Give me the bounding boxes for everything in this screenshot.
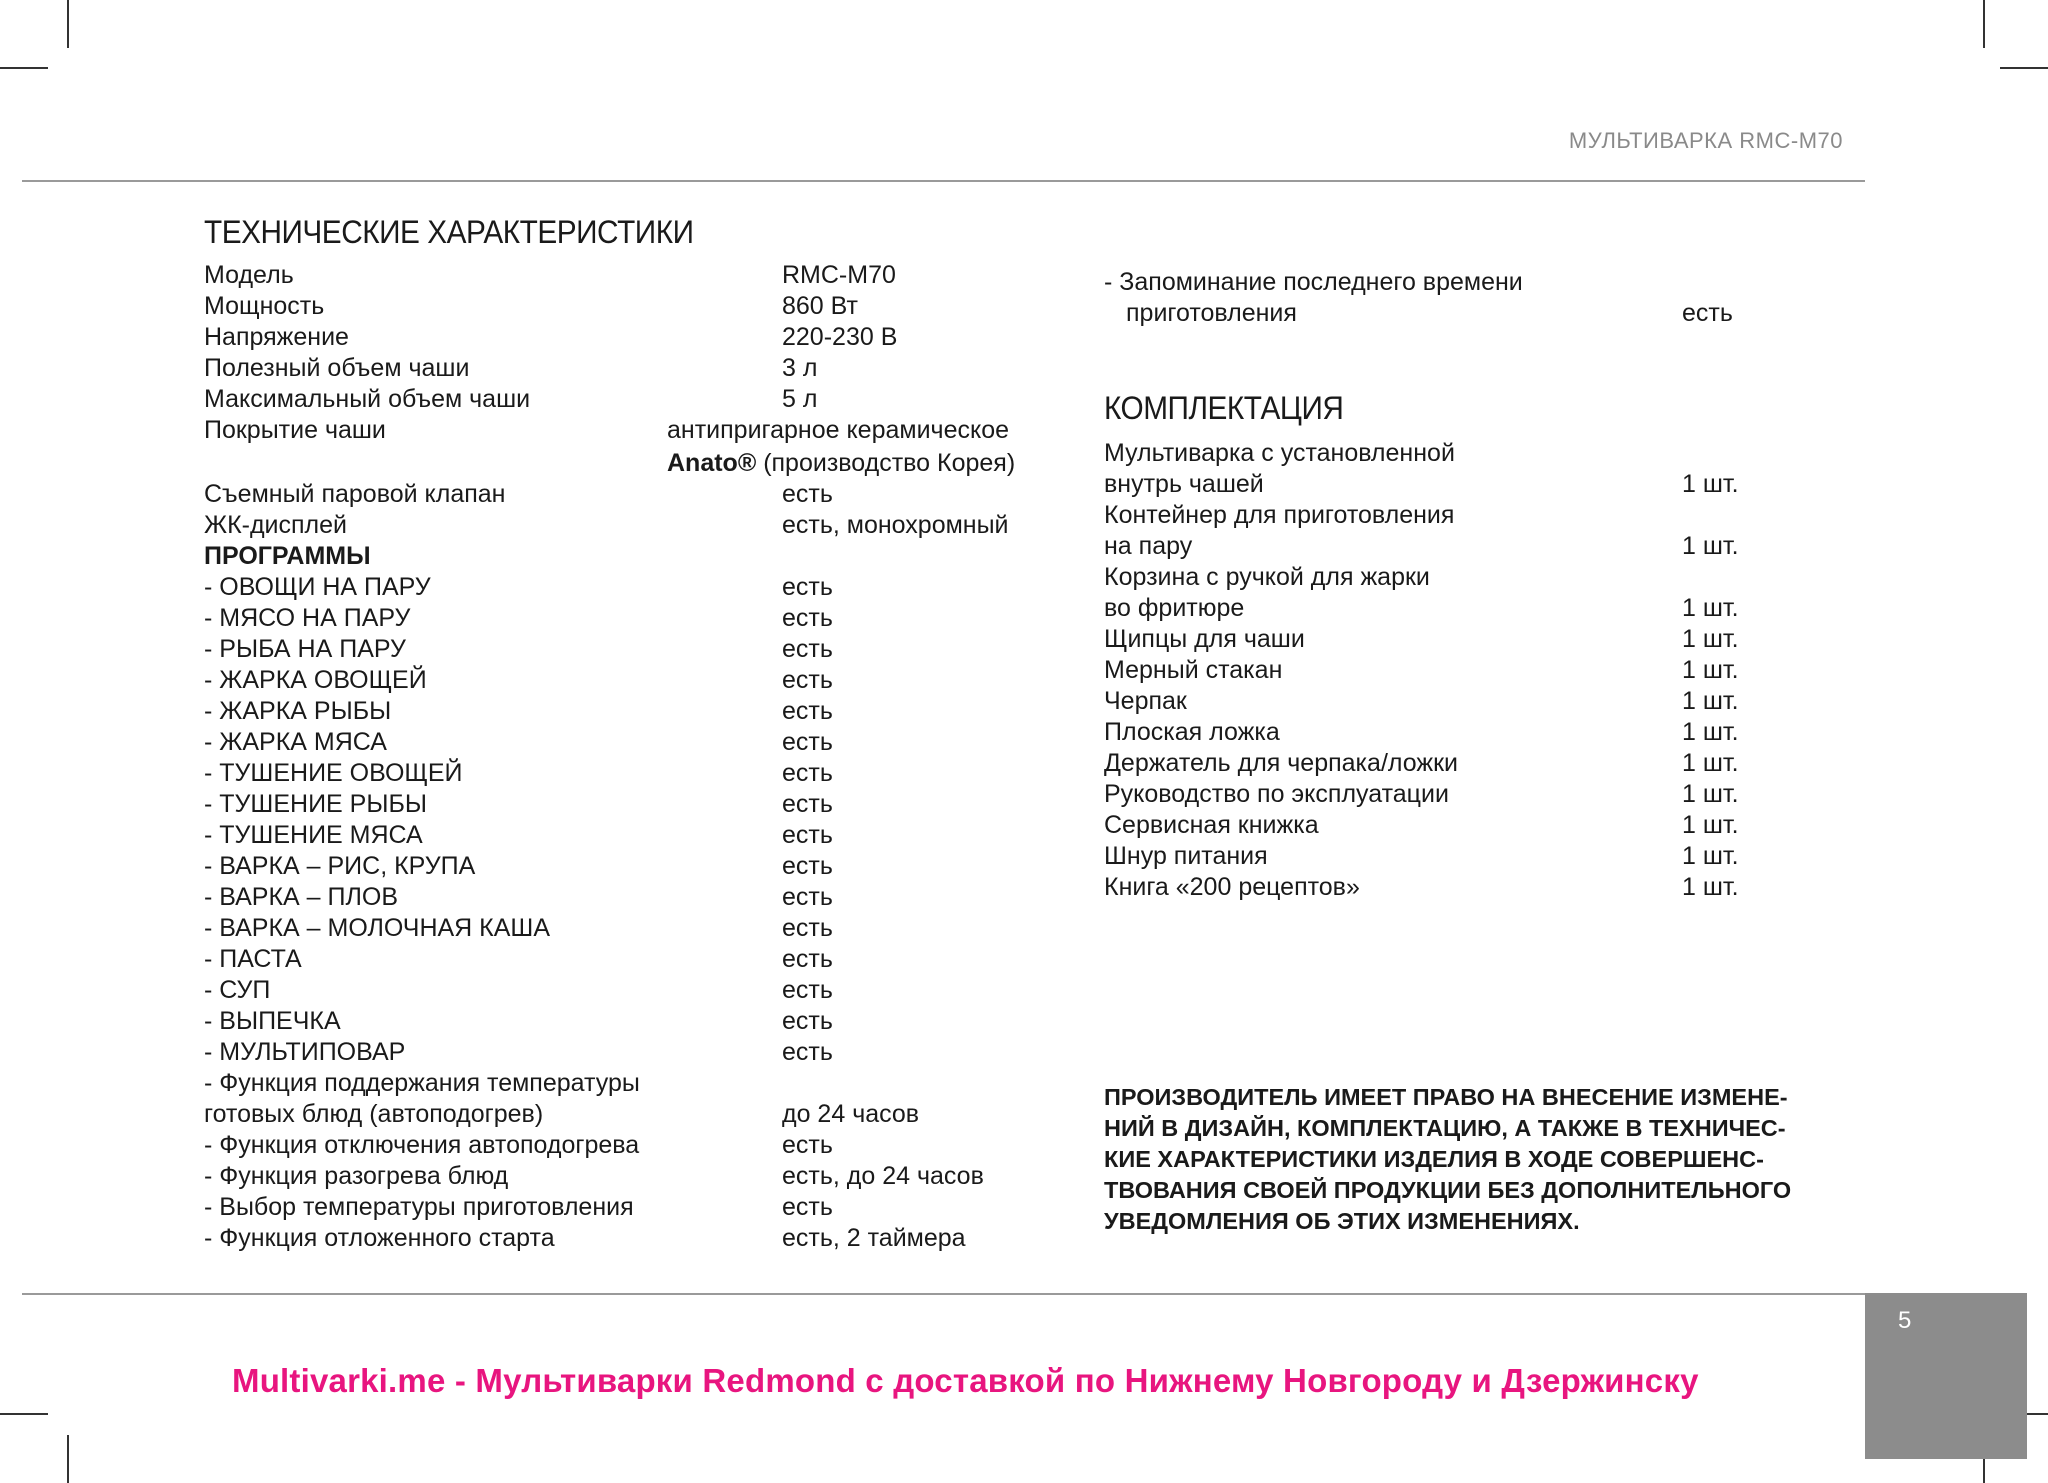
program-label: - ПАСТА: [204, 945, 302, 973]
memory-label-line1: - Запоминание последнего времени: [1104, 268, 1523, 296]
kit-value: 1 шт.: [1682, 749, 1739, 777]
kit-row: [1104, 469, 1864, 500]
spec-row: [204, 353, 1084, 384]
crop-mark: [67, 0, 69, 48]
spec-value-coating: [667, 448, 1015, 479]
program-row: [204, 758, 1084, 789]
program-value: есть: [782, 914, 833, 942]
notice-line: УВЕДОМЛЕНИЯ ОБ ЭТИХ ИЗМЕНЕНИЯХ.: [1104, 1208, 1580, 1234]
crop-mark: [0, 1413, 48, 1415]
kit-row: [1104, 500, 1864, 531]
program-row: [204, 603, 1084, 634]
program-value: есть: [782, 666, 833, 694]
spec-value: есть, монохромный: [782, 511, 1009, 539]
program-row: [204, 1006, 1084, 1037]
function-value: есть: [782, 1131, 833, 1159]
program-row: [204, 665, 1084, 696]
program-row: [204, 789, 1084, 820]
spec-value: 5 л: [782, 385, 818, 413]
program-value: есть: [782, 790, 833, 818]
program-value: есть: [782, 1038, 833, 1066]
program-label: - ТУШЕНИЕ РЫБЫ: [204, 790, 427, 818]
program-value: есть: [782, 1007, 833, 1035]
kit-label: внутрь чашей: [1104, 470, 1264, 498]
program-label: - МУЛЬТИПОВАР: [204, 1038, 406, 1066]
function-label: - Функция поддержания температуры: [204, 1069, 640, 1097]
function-row: [204, 1223, 1084, 1254]
program-value: есть: [782, 883, 833, 911]
program-value: есть: [782, 604, 833, 632]
kit-label: Мерный стакан: [1104, 656, 1283, 684]
spec-label: Максимальный объем чаши: [204, 385, 531, 413]
function-value: есть, 2 таймера: [782, 1224, 966, 1252]
program-row: [204, 913, 1084, 944]
program-label: - МЯСО НА ПАРУ: [204, 604, 411, 632]
spec-row: [204, 322, 1084, 353]
program-row: [204, 882, 1084, 913]
program-value: есть: [782, 852, 833, 880]
kit-value: 1 шт.: [1682, 780, 1739, 808]
header-divider: [22, 180, 1865, 182]
program-label: - ТУШЕНИЕ МЯСА: [204, 821, 423, 849]
crop-mark: [67, 1435, 69, 1483]
kit-row: [1104, 593, 1864, 624]
kit-row: [1104, 717, 1864, 748]
programs-heading: ПРОГРАММЫ: [204, 542, 371, 570]
spec-row: [204, 510, 1084, 541]
function-row: [204, 1099, 1084, 1130]
kit-value: 1 шт.: [1682, 470, 1739, 498]
program-value: есть: [782, 945, 833, 973]
program-value: есть: [782, 728, 833, 756]
function-row: [204, 1068, 1084, 1099]
program-value: есть: [782, 759, 833, 787]
kit-value: 1 шт.: [1682, 656, 1739, 684]
memory-row: [1104, 267, 1864, 298]
kit-label: Черпак: [1104, 687, 1187, 715]
notice-line: ПРОИЗВОДИТЕЛЬ ИМЕЕТ ПРАВО НА ВНЕСЕНИЕ ИЗМЕНЕ-: [1104, 1084, 1788, 1110]
spec-value: антипригарное керамическое: [667, 416, 1010, 444]
spec-label: ЖК-дисплей: [204, 511, 348, 539]
spec-value: 220-230 В: [782, 323, 898, 351]
kit-label: Книга «200 рецептов»: [1104, 873, 1360, 901]
kit-row: [1104, 655, 1864, 686]
notice-line: ТВОВАНИЯ СВОЕЙ ПРОДУКЦИИ БЕЗ ДОПОЛНИТЕЛЬНОГО: [1104, 1177, 1792, 1203]
program-row: [204, 634, 1084, 665]
program-label: - РЫБА НА ПАРУ: [204, 635, 406, 663]
program-row: [204, 696, 1084, 727]
program-label: - ТУШЕНИЕ ОВОЩЕЙ: [204, 759, 463, 787]
function-label: - Функция разогрева блюд: [204, 1162, 509, 1190]
program-row: [204, 727, 1084, 758]
spec-row: [204, 415, 1084, 446]
kit-label: на пару: [1104, 532, 1193, 560]
program-label: - ВАРКА – РИС, КРУПА: [204, 852, 476, 880]
specs-title: ТЕХНИЧЕСКИЕ ХАРАКТЕРИСТИКИ: [204, 214, 694, 250]
function-label: - Функция отложенного старта: [204, 1224, 555, 1252]
coating-brand: Anato®: [667, 449, 757, 477]
kit-title: КОМПЛЕКТАЦИЯ: [1104, 390, 1344, 426]
function-label: - Функция отключения автоподогрева: [204, 1131, 640, 1159]
program-label: - СУП: [204, 976, 271, 1004]
function-value: есть, до 24 часов: [782, 1162, 984, 1190]
kit-label: Руководство по эксплуатации: [1104, 780, 1449, 808]
kit-label: Держатель для черпака/ложки: [1104, 749, 1459, 777]
program-value: есть: [782, 821, 833, 849]
kit-row: [1104, 624, 1864, 655]
spec-row: [204, 479, 1084, 510]
function-value: до 24 часов: [782, 1100, 920, 1128]
function-value: есть: [782, 1193, 833, 1221]
crop-mark: [2000, 67, 2048, 69]
footer-divider: [22, 1293, 1865, 1295]
kit-label: Контейнер для приготовления: [1104, 501, 1455, 529]
kit-label: Корзина с ручкой для жарки: [1104, 563, 1430, 591]
notice-line: НИЙ В ДИЗАЙН, КОМПЛЕКТАЦИЮ, А ТАКЖЕ В ТЕХНИЧЕС-: [1104, 1115, 1786, 1141]
kit-value: 1 шт.: [1682, 718, 1739, 746]
spec-value: есть: [782, 480, 833, 508]
memory-function: [1104, 267, 1864, 329]
spec-row: [204, 384, 1084, 415]
program-label: - ВАРКА – МОЛОЧНАЯ КАША: [204, 914, 551, 942]
spec-row: [204, 291, 1084, 322]
spec-label: Покрытие чаши: [204, 416, 386, 444]
kit-label: Щипцы для чаши: [1104, 625, 1305, 653]
crop-mark: [0, 67, 48, 69]
memory-row: [1104, 298, 1864, 329]
kit-label: Мультиварка с установленной: [1104, 439, 1455, 467]
kit-value: 1 шт.: [1682, 625, 1739, 653]
spec-value: 3 л: [782, 354, 818, 382]
kit-label: Шнур питания: [1104, 842, 1268, 870]
notice-line: КИЕ ХАРАКТЕРИСТИКИ ИЗДЕЛИЯ В ХОДЕ СОВЕРШЕНС-: [1104, 1146, 1764, 1172]
kit-value: 1 шт.: [1682, 873, 1739, 901]
kit-label: Сервисная книжка: [1104, 811, 1319, 839]
kit-row: [1104, 562, 1864, 593]
crop-mark: [1983, 0, 1985, 48]
program-row: [204, 944, 1084, 975]
kit-label: во фритюре: [1104, 594, 1245, 622]
spec-row: [204, 260, 1084, 291]
kit-value: 1 шт.: [1682, 842, 1739, 870]
program-label: - ВЫПЕЧКА: [204, 1007, 341, 1035]
program-label: - ЖАРКА МЯСА: [204, 728, 387, 756]
spec-label: Съемный паровой клапан: [204, 480, 506, 508]
function-label: готовых блюд (автоподогрев): [204, 1100, 544, 1128]
memory-label-line2: приготовления: [1126, 299, 1297, 327]
kit-label: Плоская ложка: [1104, 718, 1280, 746]
header-title: МУЛЬТИВАРКА RMC-M70: [1568, 128, 1843, 153]
kit-row: [1104, 748, 1864, 779]
coating-origin: (производство Корея): [756, 449, 1016, 477]
kit-table: [1104, 438, 1864, 903]
program-row: [204, 975, 1084, 1006]
function-row: [204, 1192, 1084, 1223]
program-label: - ОВОЩИ НА ПАРУ: [204, 573, 431, 601]
program-label: - ЖАРКА РЫБЫ: [204, 697, 392, 725]
program-row: [204, 1037, 1084, 1068]
spec-label: Напряжение: [204, 323, 349, 351]
spec-value: 860 Вт: [782, 292, 858, 320]
kit-row: [1104, 686, 1864, 717]
function-label: - Выбор температуры приготовления: [204, 1193, 634, 1221]
program-label: - ЖАРКА ОВОЩЕЙ: [204, 666, 427, 694]
program-row: [204, 572, 1084, 603]
kit-value: 1 шт.: [1682, 811, 1739, 839]
spec-label: Полезный объем чаши: [204, 354, 470, 382]
kit-row: [1104, 779, 1864, 810]
spec-label: Модель: [204, 261, 294, 289]
kit-value: 1 шт.: [1682, 594, 1739, 622]
programs-heading-row: [204, 541, 1084, 572]
page-number: 5: [1898, 1307, 1912, 1334]
kit-value: 1 шт.: [1682, 532, 1739, 560]
kit-row: [1104, 810, 1864, 841]
kit-row: [1104, 841, 1864, 872]
program-value: есть: [782, 573, 833, 601]
function-row: [204, 1130, 1084, 1161]
manufacturer-notice: [1104, 1082, 1894, 1237]
kit-row: [1104, 531, 1864, 562]
program-label: - ВАРКА – ПЛОВ: [204, 883, 398, 911]
function-row: [204, 1161, 1084, 1192]
program-value: есть: [782, 697, 833, 725]
spec-row-coating-brand: [204, 448, 1084, 481]
spec-value: RMC-M70: [782, 261, 896, 289]
spec-label: Мощность: [204, 292, 325, 320]
page-number-box: [1865, 1293, 2027, 1459]
program-row: [204, 820, 1084, 851]
memory-value: есть: [1682, 299, 1733, 327]
program-value: есть: [782, 635, 833, 663]
specs-table: [204, 260, 1084, 1254]
kit-row: [1104, 438, 1864, 469]
program-value: есть: [782, 976, 833, 1004]
kit-value: 1 шт.: [1682, 687, 1739, 715]
program-row: [204, 851, 1084, 882]
footer-website-link[interactable]: Multivarki.me - Мультиварки Redmond с доставкой по Нижнему Новгороду и Дзержинску: [232, 1362, 1699, 1399]
kit-row: [1104, 872, 1864, 903]
